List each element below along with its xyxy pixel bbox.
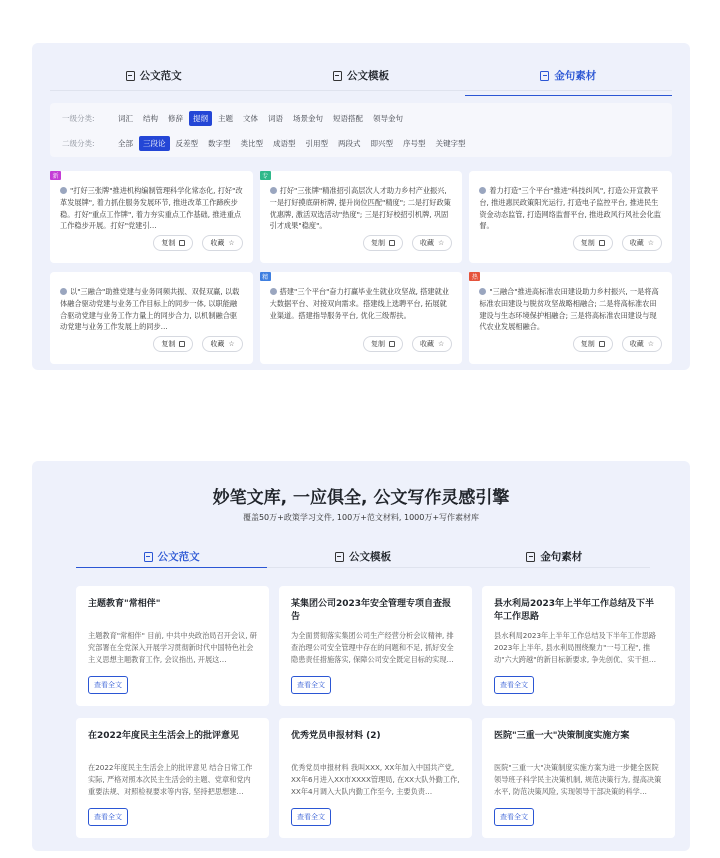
document-title: 县水利局2023年上半年工作总结及下半年工作思路 xyxy=(494,599,655,622)
document-excerpt: 优秀党员申报材料 我叫XXX, XX年加入中国共产党, XX年6月进入XX市XXXX管理局, 在XX大队外勤工作, XX年4月调入大队内勤工作至今, 主要负责… xyxy=(291,763,460,796)
quote-card xyxy=(469,171,672,263)
level1-option[interactable]: 修辞 xyxy=(168,113,183,123)
star-icon: ☆ xyxy=(438,339,445,348)
level2-filter-row xyxy=(62,133,660,153)
favorite-label: 收藏 xyxy=(420,340,435,348)
view-full-button[interactable]: 查看全文 xyxy=(291,676,331,694)
level1-option[interactable]: 文体 xyxy=(243,113,258,123)
quote-icon xyxy=(60,288,67,295)
card-badge: 精 xyxy=(260,272,271,281)
tab-quote-materials[interactable]: 金句素材 xyxy=(465,61,672,90)
level2-option[interactable]: 全部 xyxy=(118,138,133,148)
quote-file-icon xyxy=(526,552,535,562)
template-icon xyxy=(335,552,344,562)
quote-card xyxy=(469,272,672,364)
document-excerpt: 主题教育"常相伴" 目前, 中共中央政治局召开会议, 研究部署在全党深入开展学习贯彻新时代中国特色社会主义思想主题教育工作, 会议指出, 开展这… xyxy=(88,631,257,664)
star-icon: ☆ xyxy=(647,238,654,247)
card-badge: 专 xyxy=(260,171,271,180)
view-full-button[interactable]: 查看全文 xyxy=(88,676,128,694)
document-title: 主题教育"常相伴" xyxy=(88,599,161,609)
copy-label: 复制 xyxy=(161,340,176,348)
document-card[interactable] xyxy=(482,586,675,706)
level2-option[interactable]: 两段式 xyxy=(338,138,361,148)
document-excerpt: 医院"三重一大"决策制度实施方案为进一步健全医院领导班子科学民主决策机制, 规范决策行为, 提高决策水平, 防范决策风险, 实现领导干部决策的科学… xyxy=(494,763,662,796)
copy-button[interactable] xyxy=(573,235,613,251)
level1-option[interactable]: 主题 xyxy=(218,113,233,123)
level1-option[interactable]: 词汇 xyxy=(118,113,133,123)
copy-label: 复制 xyxy=(580,239,595,247)
quote-text xyxy=(60,185,243,232)
favorite-button[interactable] xyxy=(202,336,242,352)
document-card[interactable] xyxy=(279,586,472,706)
quote-card xyxy=(50,171,253,263)
quote-text xyxy=(270,185,453,232)
card-actions xyxy=(153,336,242,352)
favorite-label: 收藏 xyxy=(629,239,644,247)
quote-text-body: 打好"三张牌"精准招引高层次人才助力乡村产业振兴, 一是打好摸底研析牌, 提升岗位匹配"精度"; 二是打好政策优惠牌, 激活双选活动"热度"; 三是打好校招引机牌, 巩固引才成果"稳度"。 xyxy=(269,186,451,231)
level1-option[interactable]: 结构 xyxy=(143,113,158,123)
level1-option[interactable]: 短语搭配 xyxy=(333,113,363,123)
quote-icon xyxy=(270,288,277,295)
document-excerpt: 县水利局2023年上半年工作总结及下半年工作思路 2023年上半年, 县水利局围绕聚力"一号工程", 推动"六大跨越"的新目标新要求, 争先创优、实干担… xyxy=(494,631,657,664)
quote-text-body: 以"三融合"助推党建与业务同频共振、双促双赢, 以载体融合驱动党建与业务工作目标上的同步一体, 以职能融合驱动党建与业务工作力量上的同步合力, 以机制融合驱动党建与业务工作发展上的同步… xyxy=(60,287,240,332)
level2-option[interactable]: 类比型 xyxy=(240,138,263,148)
copy-icon xyxy=(389,240,395,246)
level2-option[interactable]: 关键字型 xyxy=(435,138,466,148)
quote-card xyxy=(50,272,253,364)
star-icon: ☆ xyxy=(228,238,235,247)
copy-label: 复制 xyxy=(371,340,386,348)
level2-label: 二级分类: xyxy=(62,138,95,148)
copy-button[interactable] xyxy=(363,235,403,251)
level2-option[interactable]: 三段论 xyxy=(139,136,170,151)
quote-card-grid xyxy=(50,171,672,364)
level2-option[interactable]: 成语型 xyxy=(273,138,296,148)
document-title: 在2022年度民主生活会上的批评意见 xyxy=(88,731,240,741)
copy-label: 复制 xyxy=(371,239,386,247)
document-title: 医院"三重一大"决策制度实施方案 xyxy=(494,731,630,741)
star-icon: ☆ xyxy=(228,339,235,348)
document-card[interactable] xyxy=(76,718,269,838)
copy-button[interactable] xyxy=(573,336,613,352)
copy-icon xyxy=(179,341,185,347)
card-badge: 热 xyxy=(469,272,480,281)
card-actions xyxy=(153,235,242,251)
filter-box xyxy=(50,103,672,157)
quote-icon xyxy=(479,288,486,295)
document-excerpt: 为全面贯彻落实集团公司生产经营分析会议精神, 排查治理公司安全管理中存在的问题和不足, 抓好安全隐患责任措施落实, 保障公司安全既定目标的实现… xyxy=(291,631,454,664)
document-icon xyxy=(126,71,135,81)
document-card-grid xyxy=(76,586,674,838)
favorite-button[interactable] xyxy=(412,235,452,251)
document-card[interactable] xyxy=(279,718,472,838)
level1-filter-row xyxy=(62,108,660,128)
tab-document-samples[interactable]: 公文范文 xyxy=(50,61,257,90)
quote-text-body: "三融合"推进高标准农田建设助力乡村振兴, 一是将高标准农田建设与脱贫攻坚战略相融合; 二是将高标准农田建设与生态环境保护相融合; 三是将高标准农田建设与现代农业发展相融合。 xyxy=(479,287,659,332)
copy-button[interactable] xyxy=(153,336,193,352)
card-actions xyxy=(573,235,662,251)
quote-file-icon xyxy=(540,71,549,81)
tab-quote-materials[interactable]: 金句素材 xyxy=(459,546,650,567)
level2-option[interactable]: 数字型 xyxy=(208,138,231,148)
copy-icon xyxy=(179,240,185,246)
favorite-label: 收藏 xyxy=(420,239,435,247)
copy-button[interactable] xyxy=(363,336,403,352)
quote-materials-panel xyxy=(32,43,690,370)
copy-icon xyxy=(599,240,605,246)
level1-option[interactable]: 提纲 xyxy=(189,111,212,126)
star-icon: ☆ xyxy=(438,238,445,247)
copy-label: 复制 xyxy=(161,239,176,247)
quote-text xyxy=(270,286,453,333)
level2-option[interactable]: 引用型 xyxy=(305,138,328,148)
card-actions xyxy=(363,235,452,251)
quote-text xyxy=(479,286,662,333)
level2-option[interactable]: 序号型 xyxy=(403,138,426,148)
level2-option[interactable]: 反差型 xyxy=(175,138,198,148)
quote-text-body: 着力打造"三个平台"推进"科技纠风", 打造公开宣教平台, 推进惠民政策阳光运行, 打造电子监控平台, 推进民生资金动态监管, 打造网络监督平台, 推进政风行风社会化监督。 xyxy=(479,186,661,231)
favorite-label: 收藏 xyxy=(629,340,644,348)
view-full-button[interactable]: 查看全文 xyxy=(494,808,534,826)
template-icon xyxy=(333,71,342,81)
tab-document-samples[interactable]: 公文范文 xyxy=(76,546,267,567)
copy-icon xyxy=(599,341,605,347)
level2-option[interactable]: 即兴型 xyxy=(370,138,393,148)
quote-card xyxy=(260,171,463,263)
copy-icon xyxy=(389,341,395,347)
quote-icon xyxy=(60,187,67,194)
category-tabs xyxy=(50,61,672,91)
favorite-label: 收藏 xyxy=(210,239,225,247)
favorite-button[interactable] xyxy=(202,235,242,251)
library-subtitle: 覆盖50万+政策学习文件, 100万+范文材料, 1000万+写作素材库 xyxy=(242,513,480,522)
quote-text xyxy=(60,286,243,333)
level1-option[interactable]: 领导金句 xyxy=(373,113,403,123)
document-card[interactable] xyxy=(482,718,675,838)
document-title: 某集团公司2023年安全管理专项自查报告 xyxy=(291,599,452,622)
document-title: 优秀党员申报材料 (2) xyxy=(291,731,381,741)
card-badge: 新 xyxy=(50,171,61,180)
quote-text-body: 搭建"三个平台"奋力打赢毕业生就业攻坚战, 搭建就业大数据平台、对接双向需求。搭建线上选聘平台, 拓展就业渠道。搭建指导服务平台, 优化三级帮扶。 xyxy=(269,287,449,320)
favorite-button[interactable] xyxy=(622,336,662,352)
star-icon: ☆ xyxy=(647,339,654,348)
quote-card xyxy=(260,272,463,364)
copy-label: 复制 xyxy=(580,340,595,348)
copy-button[interactable] xyxy=(153,235,193,251)
favorite-label: 收藏 xyxy=(210,340,225,348)
level1-label: 一级分类: xyxy=(62,113,95,123)
card-actions xyxy=(363,336,452,352)
level1-option[interactable]: 场景金句 xyxy=(293,113,323,123)
quote-icon xyxy=(270,187,277,194)
level1-option[interactable]: 词语 xyxy=(268,113,283,123)
view-full-button[interactable]: 查看全文 xyxy=(88,808,128,826)
view-full-button[interactable]: 查看全文 xyxy=(494,676,534,694)
quote-icon xyxy=(479,187,486,194)
tab-document-templates[interactable]: 公文模板 xyxy=(267,546,458,567)
card-actions xyxy=(573,336,662,352)
quote-text xyxy=(479,185,662,232)
tab-document-templates[interactable]: 公文模板 xyxy=(257,61,464,90)
view-full-button[interactable]: 查看全文 xyxy=(291,808,331,826)
document-card[interactable] xyxy=(76,586,269,706)
favorite-button[interactable] xyxy=(412,336,452,352)
quote-text-body: "打好三张牌"推进机构编制管理科学化常态化, 打好"改革发展牌", 着力抓住服务发展环节, 推进改革工作蹄疾步稳。打好"重点工作牌", 着力夯实重点工作基础, 推进重点工作稳步开展。打好"党建引… xyxy=(60,186,243,231)
document-icon xyxy=(144,552,153,562)
document-excerpt: 在2022年度民主生活会上的批评意见 结合日常工作实际, 严格对照本次民主生活会的主题、党章和党内重要法规、对照检视要求等内容, 坚持把思想建… xyxy=(88,763,253,796)
library-panel xyxy=(32,461,690,851)
library-title: 妙笔文库, 一应俱全, 公文写作灵感引擎 xyxy=(212,488,510,508)
library-tabs xyxy=(76,546,650,568)
favorite-button[interactable] xyxy=(622,235,662,251)
